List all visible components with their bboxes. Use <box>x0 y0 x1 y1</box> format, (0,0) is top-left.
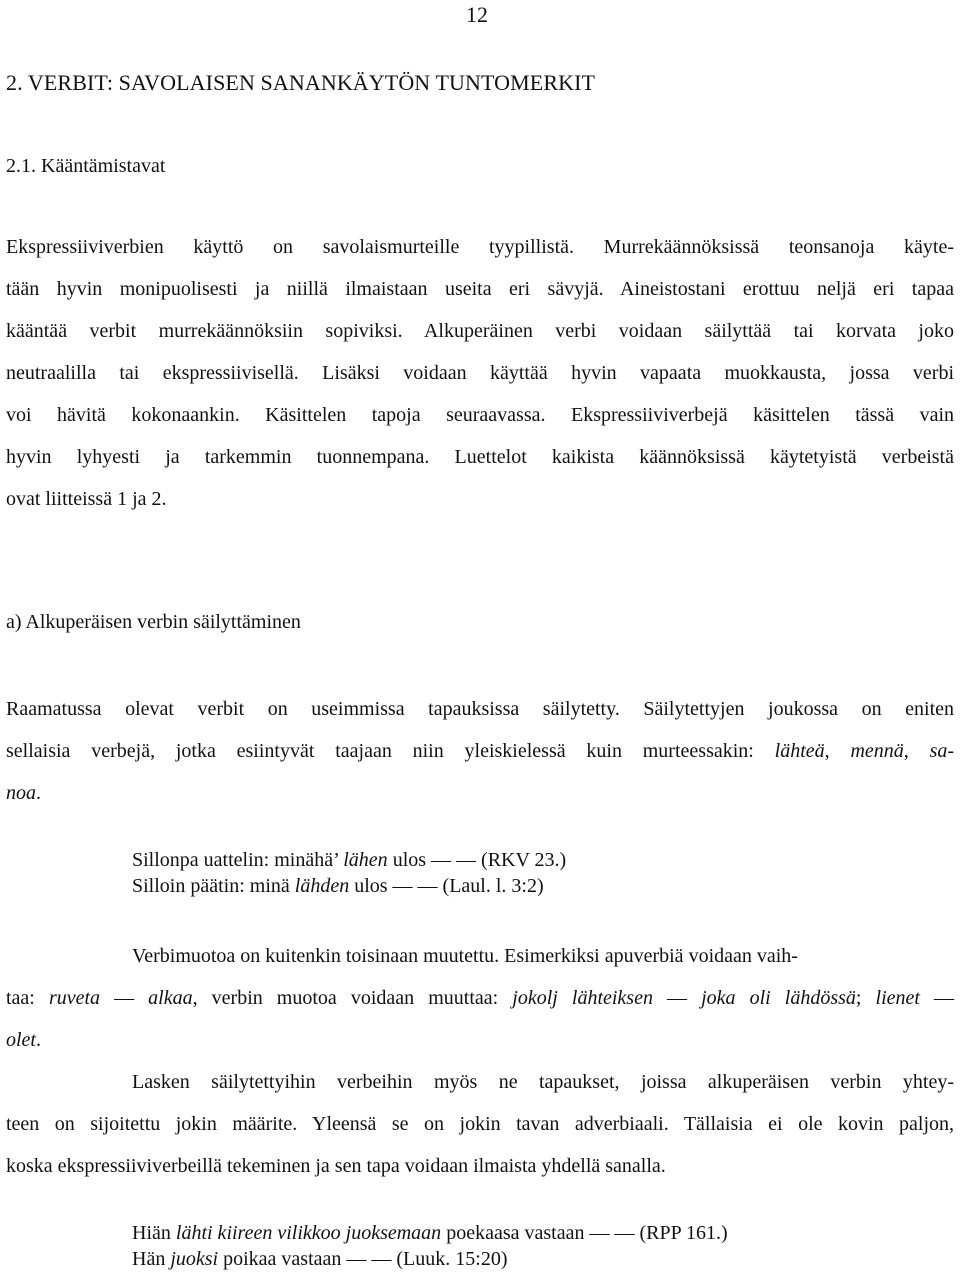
example-line: Hiän lähti kiireen vilikkoo juoksemaan poekaasa vastaan — — (RPP 161.) <box>132 1222 728 1244</box>
section-heading: 2.1. Kääntämistavat <box>6 155 166 177</box>
text-line: sellaisia verbejä, jotka esiintyvät taajaan niin yleiskielessä kuin murteessakin: lähteä, mennä, sa- <box>6 740 955 762</box>
example-line: Sillonpa uattelin: minähä’ lähen ulos — — (RKV 23.) <box>132 849 567 871</box>
paragraph-modifiers <box>6 1068 954 1194</box>
paragraph-verb-form-changed <box>6 942 954 1068</box>
text-line: noa. <box>6 782 41 804</box>
text-line: Verbimuotoa on kuitenkin toisinaan muutettu. Esimerkiksi apuverbiä voidaan vaih- <box>132 945 798 967</box>
text-line: ovat liitteissä 1 ja 2. <box>6 488 167 510</box>
text-line: tään hyvin monipuolisesti ja niillä ilmaistaan useita eri sävyjä. Aineistostani erottuu neljä eri tapaa <box>6 278 954 300</box>
text-line: Raamatussa olevat verbit on useimmissa tapauksissa säilytetty. Säilytettyjen joukossa on eniten <box>6 698 954 720</box>
text-line: kääntää verbit murrekäännöksiin sopiviksi. Alkuperäinen verbi voidaan säilyttää tai korvata joko <box>6 320 954 342</box>
example-quote-1 <box>132 847 566 899</box>
example-quote-2 <box>132 1220 728 1272</box>
text-line: teen on sijoitettu jokin määrite. Yleensä se on jokin tavan adverbiaali. Tällaisia ei ole kovin paljon, <box>6 1113 954 1135</box>
text-line: olet. <box>6 1029 41 1051</box>
example-line: Hän juoksi poikaa vastaan — — (Luuk. 15:20) <box>132 1248 508 1270</box>
page-number: 12 <box>466 2 488 27</box>
example-line: Silloin päätin: minä lähden ulos — — (Laul. l. 3:2) <box>132 875 544 897</box>
intro-paragraph <box>6 233 954 527</box>
text-line: taa: ruveta — alkaa, verbin muotoa voidaan muuttaa: jokolj lähteiksen — joka oli lähdössä; lienet — <box>6 987 955 1009</box>
text-line: voi hävitä kokonaankin. Käsittelen tapoja seuraavassa. Ekspressiiviverbejä käsittelen tässä vain <box>6 404 954 426</box>
text-line: hyvin lyhyesti ja tarkemmin tuonnempana. Luettelot kaikista käännöksissä käytetyistä verbeistä <box>6 446 954 468</box>
paragraph-verbs-kept <box>6 695 954 821</box>
text-line: Ekspressiiviverbien käyttö on savolaismurteille tyypillistä. Murrekäännöksissä teonsanoja käyte- <box>6 236 954 258</box>
text-line: Lasken säilytettyihin verbeihin myös ne tapaukset, joissa alkuperäisen verbin yhtey- <box>132 1071 954 1093</box>
subsection-heading: a) Alkuperäisen verbin säilyttäminen <box>6 611 301 633</box>
text-line: koska ekspressiiviverbeillä tekeminen ja sen tapa voidaan ilmaista yhdellä sanalla. <box>6 1155 666 1177</box>
text-line: neutraalilla tai ekspressiivisellä. Lisäksi voidaan käyttää hyvin vapaata muokkausta, jossa verbi <box>6 362 954 384</box>
chapter-heading: 2. VERBIT: SAVOLAISEN SANANKÄYTÖN TUNTOMERKIT <box>6 70 596 95</box>
